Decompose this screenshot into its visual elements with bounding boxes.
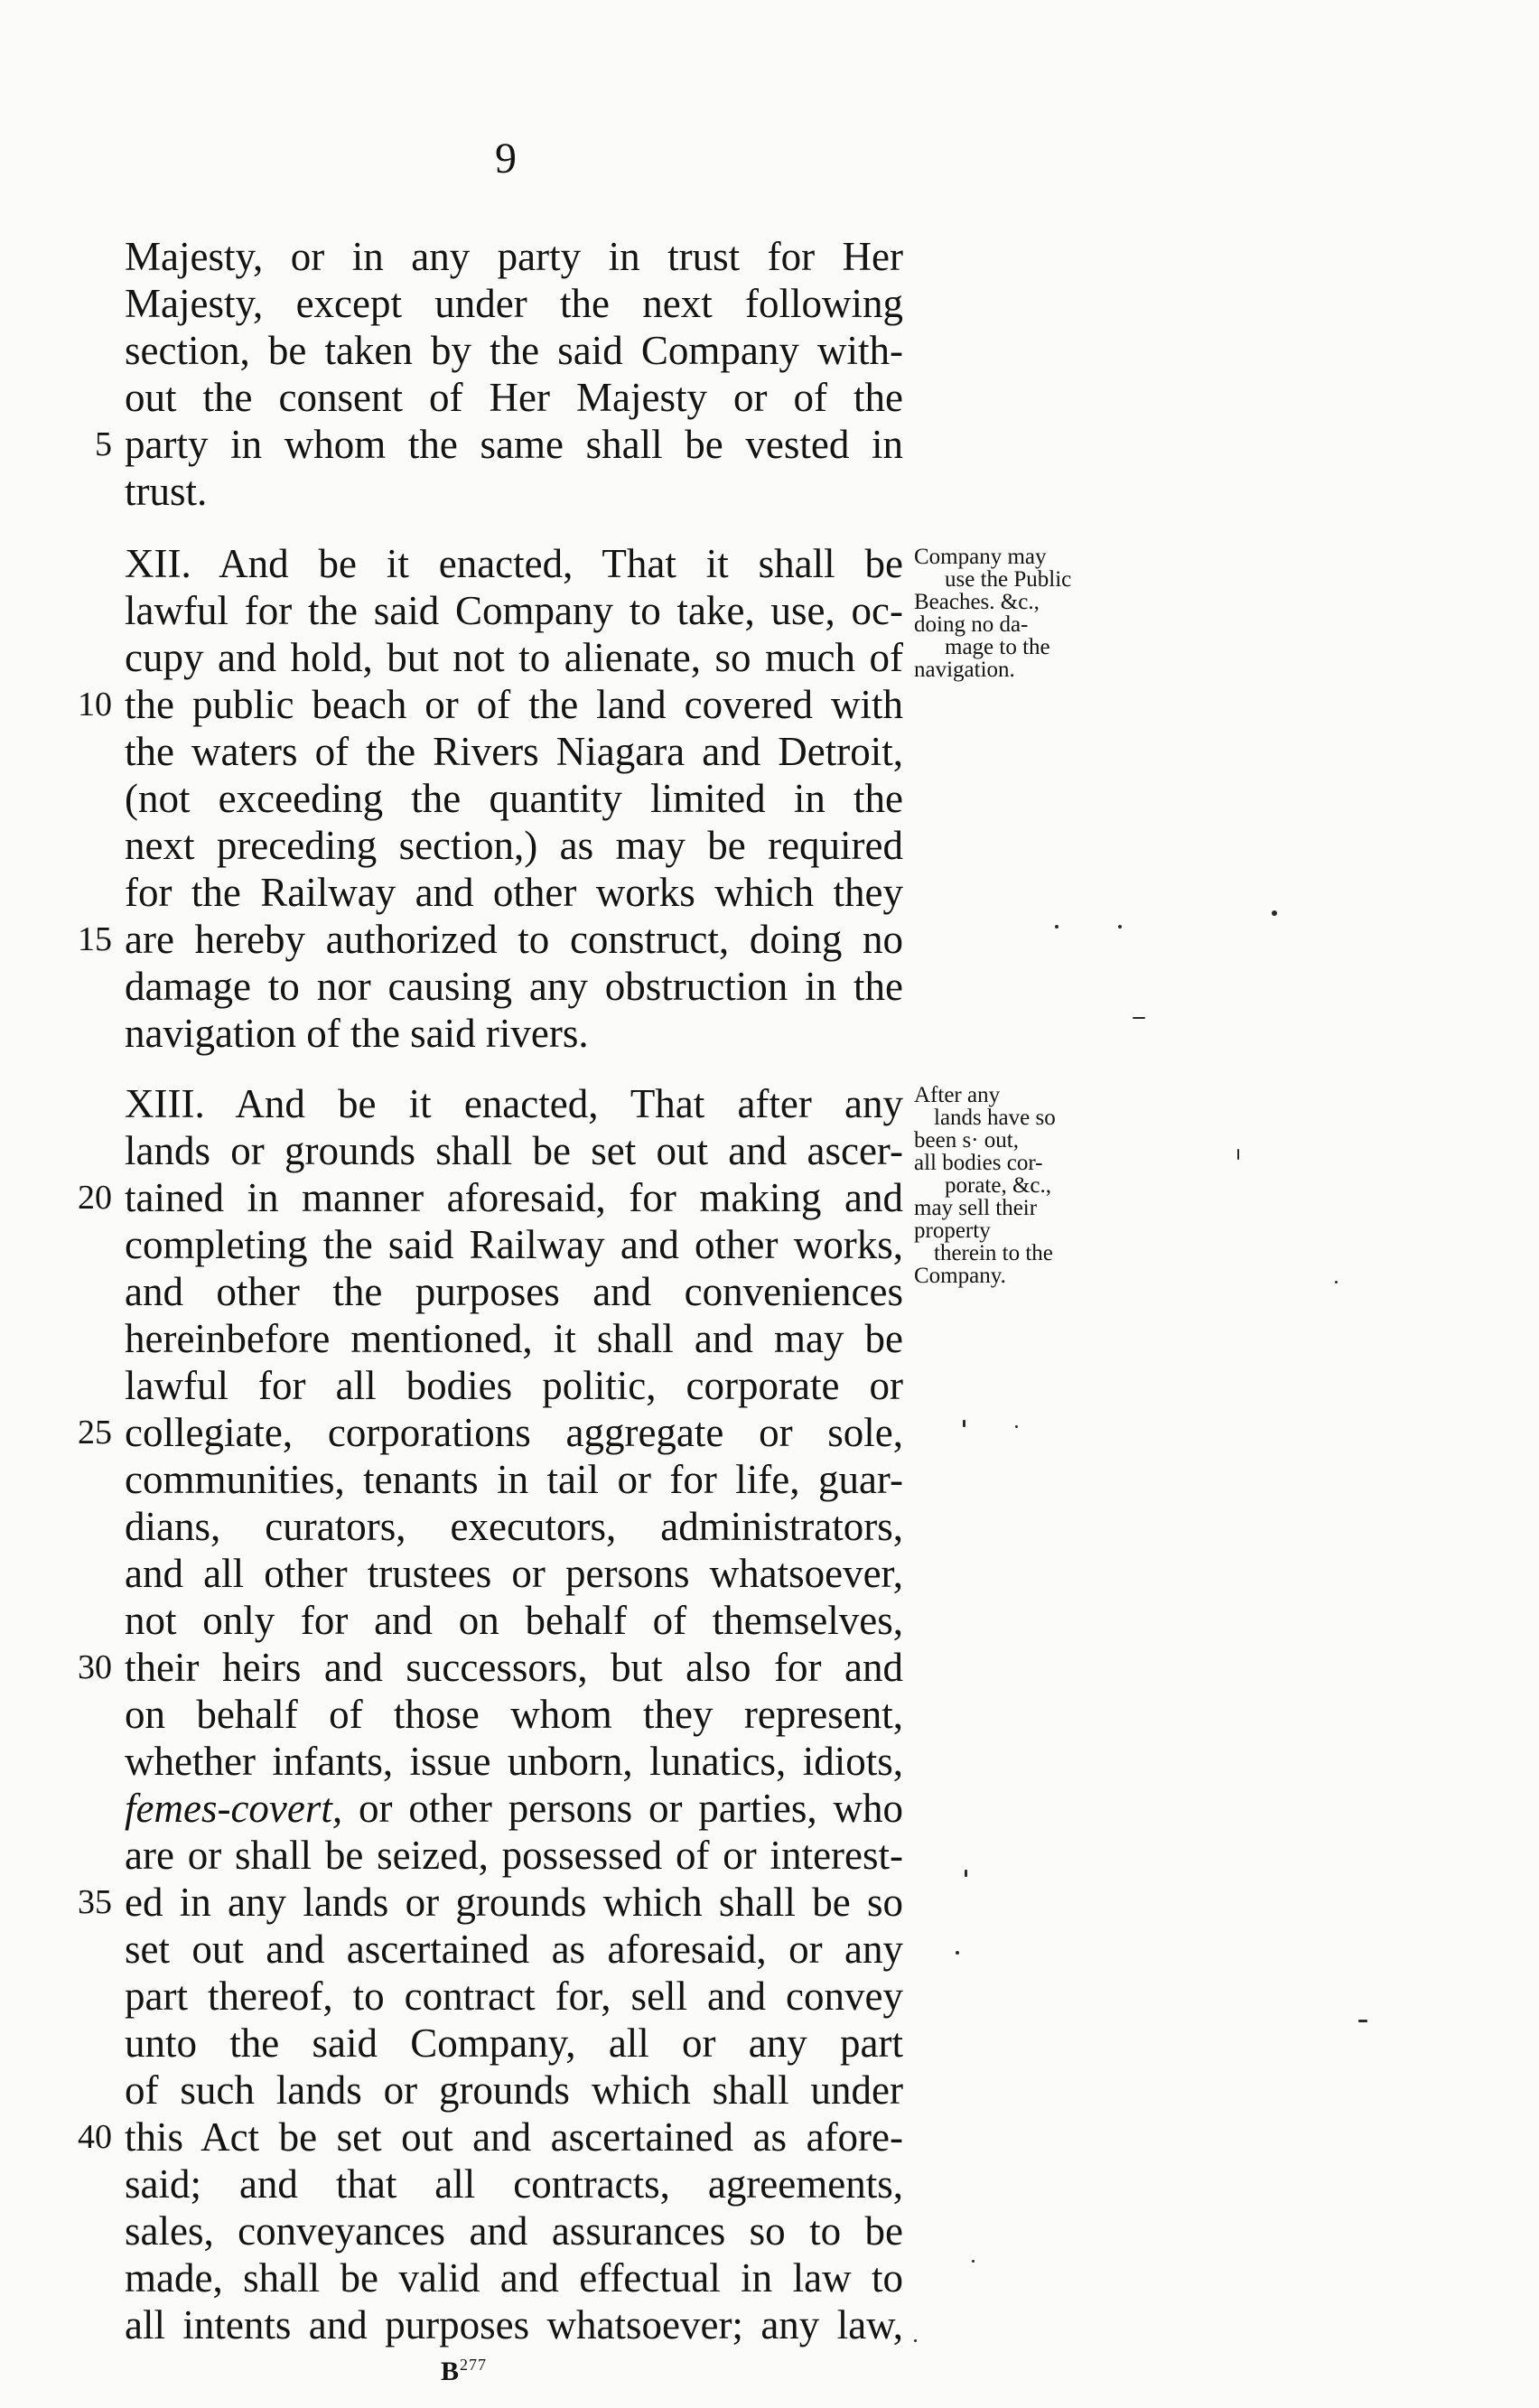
margin-note-line: doing no da- bbox=[914, 612, 1029, 637]
body-line: damage to nor causing any obstruction in the bbox=[125, 964, 903, 1009]
scan-speck bbox=[972, 2260, 975, 2263]
body-line: Majesty, or in any party in trust for Her bbox=[125, 234, 903, 279]
body-line: (not exceeding the quantity limited in the bbox=[125, 776, 903, 821]
body-line: this Act be set out and ascertained as afore- bbox=[125, 2114, 903, 2160]
body-line-rest: or other persons or parties, who bbox=[359, 1786, 903, 1831]
body-line: the waters of the Rivers Niagara and Detroit, bbox=[125, 729, 903, 774]
section-heading-line: XIII. And be it enacted, That after any bbox=[125, 1081, 903, 1126]
body-line: unto the said Company, all or any part bbox=[125, 2021, 903, 2066]
body-line: and other the purposes and conveniences bbox=[125, 1269, 903, 1314]
body-line: for the Railway and other works which they bbox=[125, 870, 903, 915]
scan-speck bbox=[1133, 1017, 1145, 1019]
body-line: dians, curators, executors, administrators, bbox=[125, 1504, 903, 1549]
body-line: the public beach or of the land covered with bbox=[125, 682, 903, 727]
body-line: said; and that all contracts, agreements, bbox=[125, 2161, 903, 2207]
scan-speck bbox=[965, 1870, 967, 1877]
margin-note-line: mage to the bbox=[945, 635, 1050, 659]
body-line: lands or grounds shall be set out and ascer- bbox=[125, 1128, 903, 1173]
margin-note-line: Beaches. &c., bbox=[914, 590, 1040, 614]
body-line: lawful for all bodies politic, corporate or bbox=[125, 1363, 903, 1408]
body-line: are or shall be seized, possessed of or interest- bbox=[125, 1833, 903, 1878]
line-number: 25 bbox=[78, 1414, 112, 1451]
scan-speck bbox=[1335, 1281, 1338, 1283]
body-line: ed in any lands or grounds which shall be so bbox=[125, 1880, 903, 1925]
body-line: made, shall be valid and effectual in law to bbox=[125, 2255, 903, 2301]
scan-speck bbox=[1237, 1149, 1239, 1160]
margin-note-line: Company. bbox=[914, 1264, 1006, 1288]
body-line: trust. bbox=[125, 469, 208, 514]
italic-term: femes-covert, bbox=[125, 1786, 343, 1831]
body-line: section, be taken by the said Company with- bbox=[125, 328, 903, 373]
line-number: 30 bbox=[78, 1648, 112, 1686]
scan-speck bbox=[1055, 925, 1059, 929]
body-line: all intents and purposes whatsoever; any law, bbox=[125, 2302, 903, 2347]
margin-note-line: all bodies cor- bbox=[914, 1151, 1043, 1175]
margin-note-after-lands bbox=[914, 1084, 1122, 1287]
scan-speck bbox=[914, 2339, 917, 2342]
scan-speck bbox=[1358, 2020, 1367, 2022]
margin-note-line: therein to the bbox=[934, 1241, 1053, 1265]
scan-speck bbox=[1015, 1425, 1018, 1428]
margin-note-line: porate, &c., bbox=[945, 1173, 1052, 1198]
section-heading-line: XII. And be it enacted, That it shall be bbox=[125, 541, 903, 586]
body-line: set out and ascertained as aforesaid, or any bbox=[125, 1927, 903, 1972]
body-line: are hereby authorized to construct, doing no bbox=[125, 917, 903, 962]
line-number: 20 bbox=[78, 1179, 112, 1217]
body-line: navigation of the said rivers. bbox=[125, 1011, 589, 1056]
body-line: collegiate, corporations aggregate or sole, bbox=[125, 1410, 903, 1455]
margin-note-line: lands have so bbox=[934, 1106, 1056, 1130]
body-line: of such lands or grounds which shall under bbox=[125, 2067, 903, 2113]
printer-signature-mark bbox=[441, 2356, 487, 2387]
margin-note-line: navigation. bbox=[914, 658, 1015, 682]
margin-note-line: After any bbox=[914, 1083, 1001, 1107]
body-line: communities, tenants in tail or for life, guar- bbox=[125, 1457, 903, 1502]
body-line-with-italic bbox=[125, 1785, 903, 1832]
body-line: lawful for the said Company to take, use, oc- bbox=[125, 588, 903, 633]
signature-number: 277 bbox=[460, 2356, 488, 2374]
body-line: out the consent of Her Majesty or of the bbox=[125, 375, 903, 420]
body-line: tained in manner aforesaid, for making and bbox=[125, 1175, 903, 1220]
margin-note-line: property bbox=[914, 1218, 991, 1243]
margin-note-line: Company may bbox=[914, 545, 1047, 569]
scan-speck bbox=[956, 1951, 959, 1955]
body-line: and all other trustees or persons whatsoever, bbox=[125, 1551, 903, 1596]
body-line: sales, conveyances and assurances so to be bbox=[125, 2208, 903, 2254]
body-line: cupy and hold, but not to alienate, so much of bbox=[125, 635, 903, 680]
line-number: 40 bbox=[78, 2118, 112, 2156]
body-line: next preceding section,) as may be required bbox=[125, 823, 903, 868]
body-line: completing the said Railway and other works, bbox=[125, 1222, 903, 1267]
margin-note-line: use the Public bbox=[945, 567, 1072, 592]
margin-note-line: may sell their bbox=[914, 1196, 1038, 1220]
page-number: 9 bbox=[495, 135, 517, 182]
body-line: not only for and on behalf of themselves, bbox=[125, 1598, 903, 1643]
margin-note-company-beaches bbox=[914, 546, 1122, 681]
scan-speck bbox=[1272, 910, 1277, 916]
scan-speck bbox=[1118, 925, 1122, 929]
body-line: whether infants, issue unborn, lunatics, idiots, bbox=[125, 1739, 903, 1784]
body-line: on behalf of those whom they represent, bbox=[125, 1692, 903, 1737]
line-number: 5 bbox=[95, 425, 112, 463]
margin-note-line: been s· out, bbox=[914, 1128, 1019, 1153]
body-line: their heirs and successors, but also for and bbox=[125, 1645, 903, 1690]
body-line: Majesty, except under the next following bbox=[125, 281, 903, 326]
body-line: hereinbefore mentioned, it shall and may be bbox=[125, 1316, 903, 1361]
signature-letter: B bbox=[441, 2357, 461, 2386]
line-number: 35 bbox=[78, 1883, 112, 1921]
body-line: part thereof, to contract for, sell and convey bbox=[125, 1974, 903, 2019]
line-number: 15 bbox=[78, 920, 112, 958]
line-number: 10 bbox=[78, 686, 112, 723]
scan-speck bbox=[963, 1420, 965, 1427]
body-line: party in whom the same shall be vested in bbox=[125, 422, 903, 467]
